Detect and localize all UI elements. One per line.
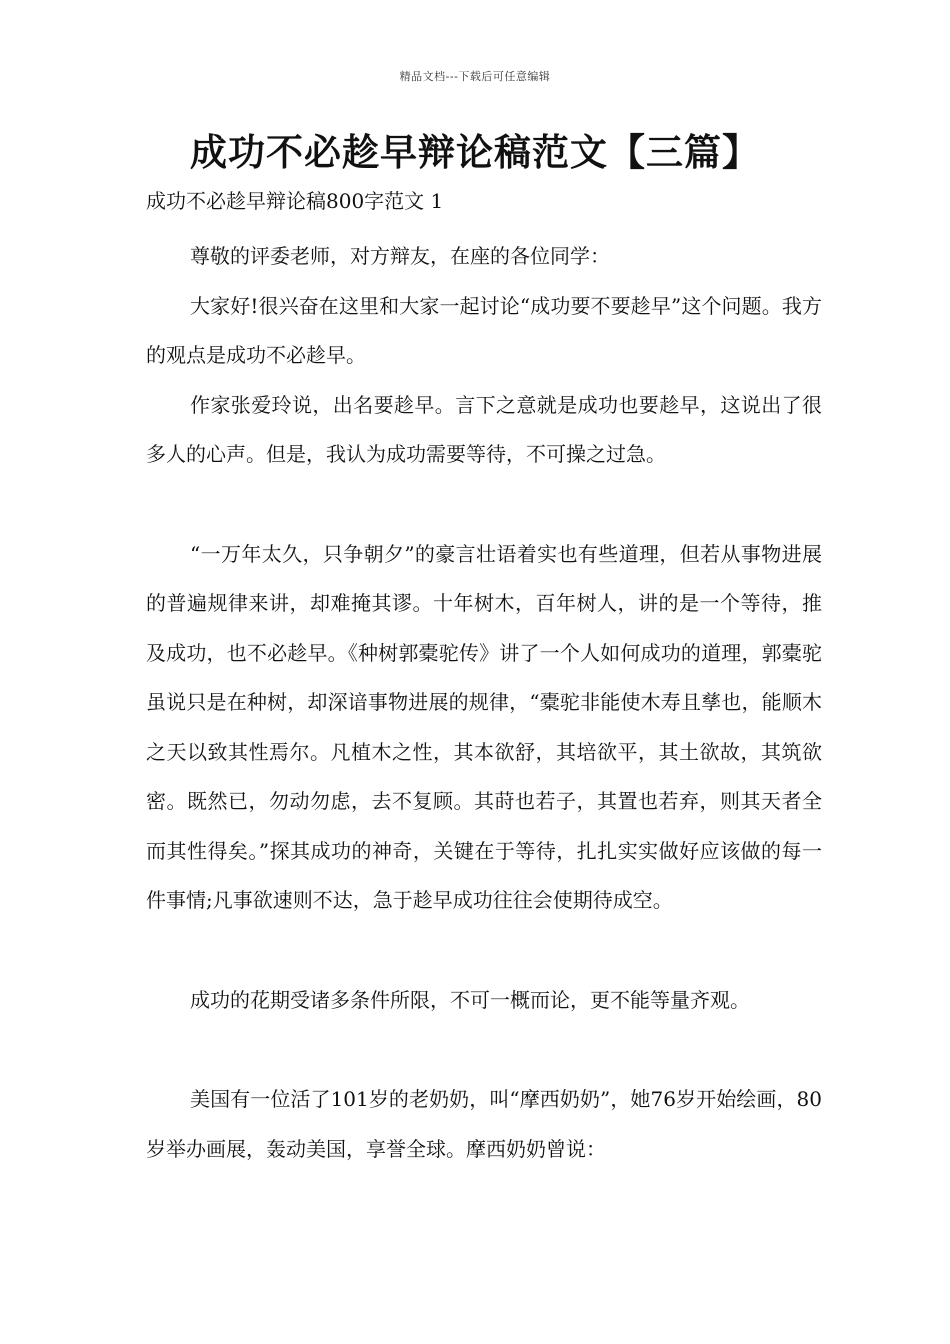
paragraph-flowering: 成功的花期受诸多条件所限，不可一概而论，更不能等量齐观。	[190, 987, 750, 1012]
paragraph-guo-tuotuo: “一万年太久，只争朝夕”的豪言壮语着实也有些道理，但若从事物进展的普遍规律来讲，却难掩其谬。十年树木，百年树人，讲的是一个等待，推及成功，也不必趁早。《种树郭橐驼传》讲了一个人如何成功的道理，郭橐驼虽说只是在种树，却深谙事物进展的规律，“橐驼非能使木寿且孳也，能顺木之天以致其性焉尔。凡植木之性，其本欲舒，其培欲平，其土欲故，其筑欲密。既然已，勿动勿虑，去不复顾。其莳也若子，其置也若弃，则其天者全而其性得矣。”探其成功的神奇，关键在于等待，扎扎实实做好应该做的每一件事情;凡事欲速则不达，急于趁早成功往往会使期待成空。	[146, 541, 822, 912]
paragraph-gap	[146, 480, 822, 530]
document-subtitle: 成功不必趁早辩论稿800字范文 1	[146, 189, 444, 213]
paragraph-greeting: 大家好!很兴奋在这里和大家一起讨论“成功要不要趁早”这个问题。我方的观点是成功不必趁早。	[146, 293, 822, 367]
paragraph-salutation: 尊敬的评委老师，对方辩友，在座的各位同学：	[190, 244, 610, 268]
document-title: 成功不必趁早辩论稿范文【三篇】	[190, 131, 760, 174]
document-body	[146, 232, 822, 1174]
paragraph-gap	[146, 1025, 822, 1075]
paragraph-zhang-ailing: 作家张爱玲说，出名要趁早。言下之意就是成功也要趁早，这说出了很多人的心声。但是，我认为成功需要等待，不可操之过急。	[146, 392, 822, 466]
paragraph-gap	[146, 926, 822, 976]
header-note: 精品文档---下载后可任意编辑	[399, 70, 551, 83]
paragraph-grandma-moses: 美国有一位活了101岁的老奶奶，叫“摩西奶奶”，她76岁开始绘画，80岁举办画展，轰动美国，享誉全球。摩西奶奶曾说：	[146, 1087, 822, 1161]
